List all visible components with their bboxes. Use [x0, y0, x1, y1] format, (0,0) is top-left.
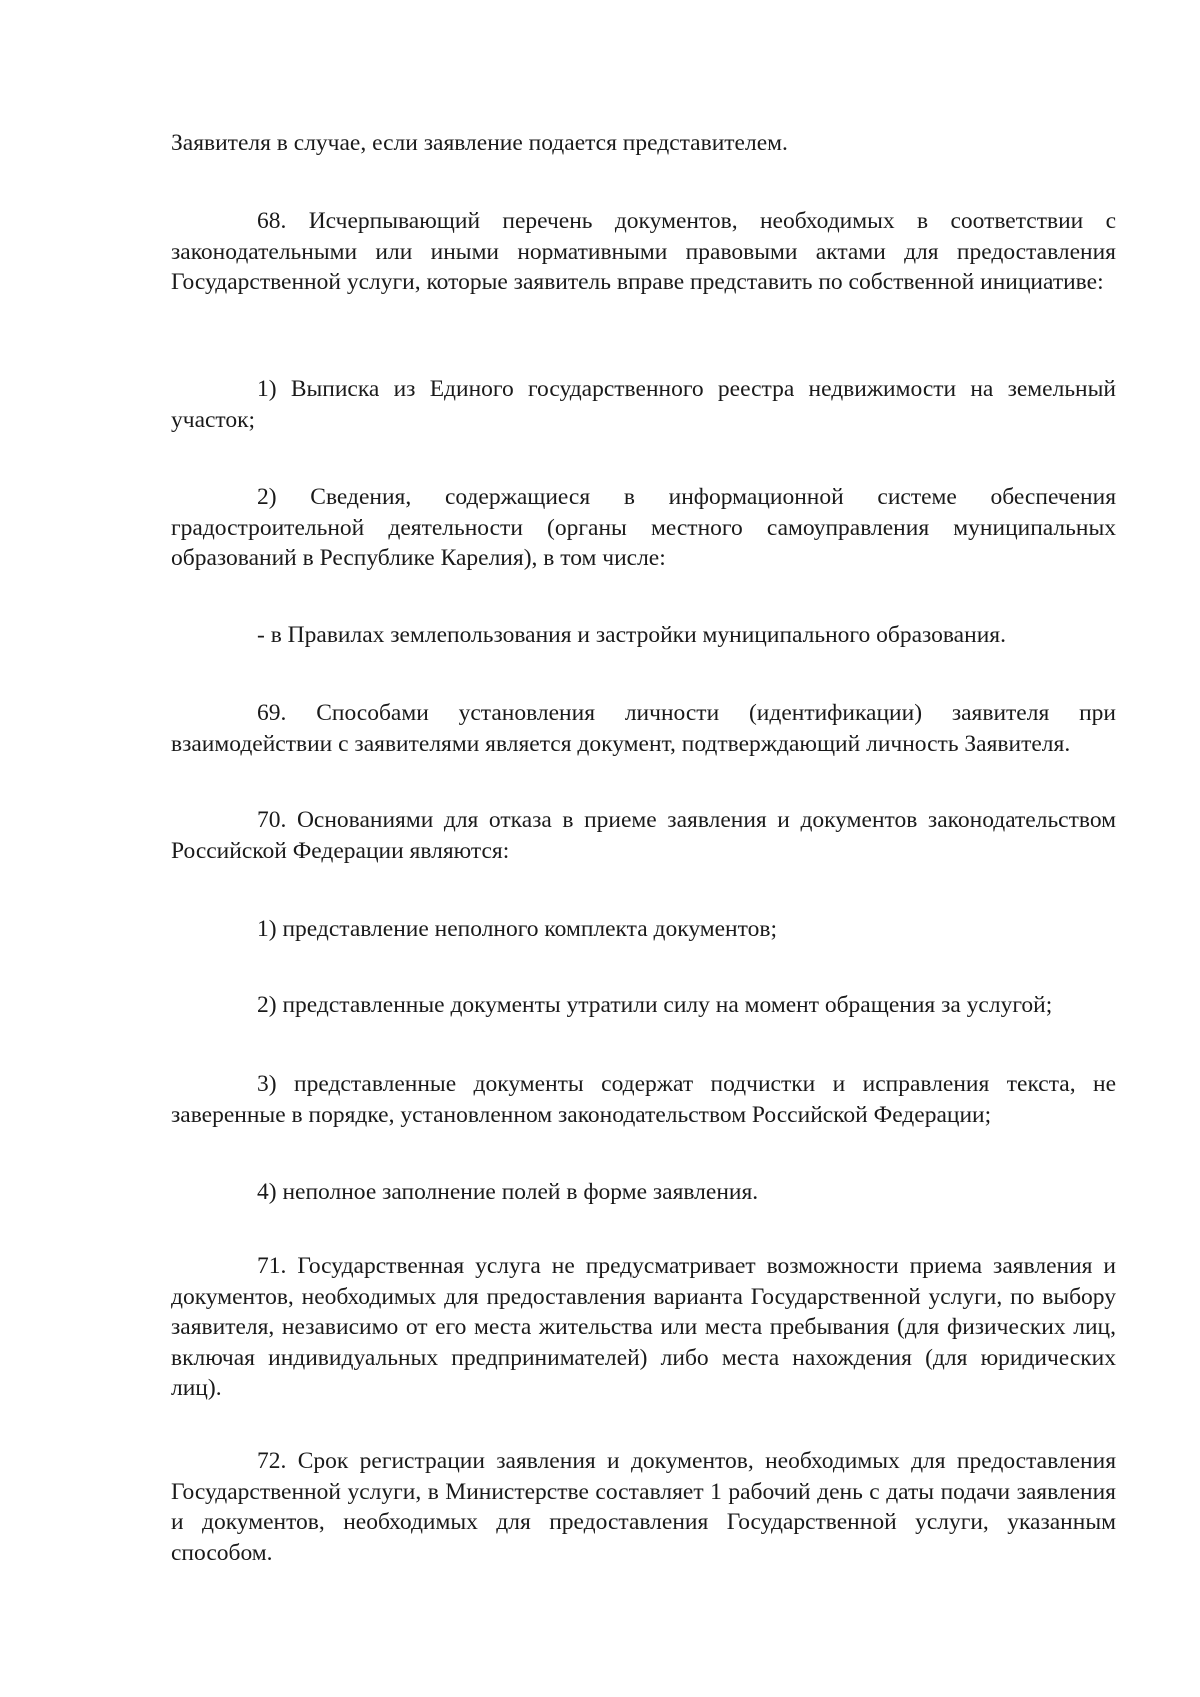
list-item-70-4: 4) неполное заполнение полей в форме заявления.: [257, 1179, 759, 1205]
paragraph-72: 72. Срок регистрации заявления и документов, необходимых для предоставления Государственной услуги, в Министерстве составляет 1 рабочий день с даты подачи заявления и документов, необходимых для предоставления Государственной услуги, указанным способом.: [171, 1448, 1116, 1566]
list-item-70-3: 3) представленные документы содержат подчистки и исправления текста, не заверенные в порядке, установленном законодательством Российской Федерации;: [171, 1071, 1116, 1128]
list-subitem-rules: - в Правилах землепользования и застройки муниципального образования.: [257, 622, 1006, 648]
paragraph-continuation: Заявителя в случае, если заявление подается представителем.: [171, 130, 788, 156]
paragraph-71: 71. Государственная услуга не предусматривает возможности приема заявления и документов, необходимых для предоставления варианта Государственной услуги, по выбору заявителя, независимо от его места жительства или места пребывания (для физических лиц, включая индивидуальных предпринимателей) либо места нахождения (для юридических лиц).: [171, 1253, 1116, 1401]
paragraph-69: 69. Способами установления личности (идентификации) заявителя при взаимодействии с заявителями является документ, подтверждающий личность Заявителя.: [171, 700, 1116, 757]
paragraph-68: 68. Исчерпывающий перечень документов, необходимых в соответствии с законодательными или иными нормативными правовыми актами для предоставления Государственной услуги, которые заявитель вправе представить по собственной инициативе:: [171, 208, 1116, 295]
paragraph-70: 70. Основаниями для отказа в приеме заявления и документов законодательством Российской Федерации являются:: [171, 807, 1116, 864]
list-item-68-1: 1) Выписка из Единого государственного реестра недвижимости на земельный участок;: [171, 376, 1116, 433]
list-item-70-2: 2) представленные документы утратили силу на момент обращения за услугой;: [257, 992, 1053, 1018]
list-item-70-1: 1) представление неполного комплекта документов;: [257, 916, 777, 942]
list-item-68-2: 2) Сведения, содержащиеся в информационной системе обеспечения градостроительной деятельности (органы местного самоуправления муниципальных образований в Республике Карелия), в том числе:: [171, 484, 1116, 571]
